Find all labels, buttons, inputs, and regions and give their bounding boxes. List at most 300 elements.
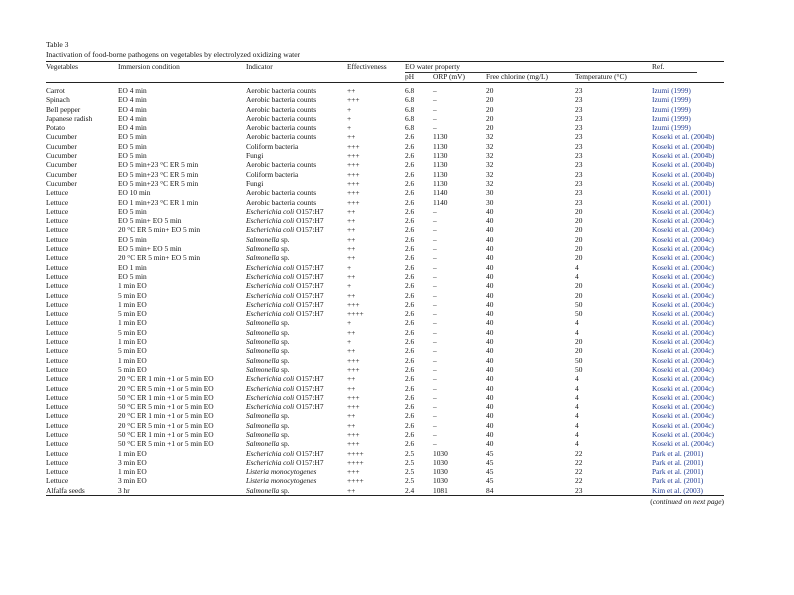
cell-ref[interactable]: Park et al. (2001) [652, 457, 704, 467]
cell-chlorine: 40 [486, 216, 494, 226]
cell-ref[interactable]: Koseki et al. (2004c) [652, 290, 714, 300]
cell-indicator: Escherichia coli O157:H7 [246, 206, 324, 216]
cell-ref[interactable]: Koseki et al. (2004c) [652, 216, 714, 226]
cell-temperature: 20 [575, 290, 583, 300]
cell-vegetable: Lettuce [46, 402, 69, 412]
cell-effectiveness: ++ [347, 420, 356, 430]
table-row [46, 467, 724, 476]
cell-ref[interactable]: Koseki et al. (2004c) [652, 364, 714, 374]
cell-indicator: Salmonella sp. [246, 318, 290, 328]
cell-immersion: 20 °C ER 1 min +1 or 5 min EO [118, 411, 214, 421]
cell-ref[interactable]: Park et al. (2001) [652, 476, 704, 486]
cell-indicator: Escherichia coli O157:H7 [246, 271, 324, 281]
cell-vegetable: Lettuce [46, 206, 69, 216]
cell-vegetable: Cucumber [46, 160, 77, 170]
table-row [46, 281, 724, 290]
cell-chlorine: 20 [486, 113, 494, 123]
cell-indicator: Coliform bacteria [246, 141, 299, 151]
header-vegetables: Vegetables [46, 62, 79, 71]
continued-note: (continued on next page) [650, 497, 724, 507]
cell-immersion: EO 5 min+23 °C ER 5 min [118, 169, 199, 179]
cell-immersion: EO 5 min [118, 271, 147, 281]
cell-ref[interactable]: Koseki et al. (2004b) [652, 169, 715, 179]
cell-ph: 2.6 [405, 216, 415, 226]
table-row [46, 235, 724, 244]
cell-immersion: 1 min EO [118, 355, 147, 365]
cell-immersion: EO 5 min+ EO 5 min [118, 244, 182, 254]
table-row [46, 365, 724, 374]
cell-orp: – [433, 216, 437, 226]
cell-vegetable: Lettuce [46, 439, 69, 449]
cell-orp: – [433, 355, 437, 365]
cell-indicator: Fungi [246, 151, 264, 161]
cell-chlorine: 20 [486, 95, 494, 105]
header-temperature: Temperature (°C) [575, 72, 627, 81]
cell-ph: 2.6 [405, 290, 415, 300]
cell-temperature: 23 [575, 169, 583, 179]
cell-chlorine: 40 [486, 374, 494, 384]
cell-indicator: Salmonella sp. [246, 439, 290, 449]
cell-temperature: 20 [575, 206, 583, 216]
cell-effectiveness: ++ [347, 411, 356, 421]
cell-chlorine: 32 [486, 132, 494, 142]
cell-ph: 2.6 [405, 132, 415, 142]
table-row [46, 421, 724, 430]
table-row [46, 170, 724, 179]
table-row [46, 309, 724, 318]
cell-vegetable: Lettuce [46, 188, 69, 198]
cell-immersion: 1 min EO [118, 448, 147, 458]
table-row [46, 225, 724, 234]
cell-vegetable: Japanese radish [46, 113, 93, 123]
cell-indicator: Escherichia coli O157:H7 [246, 448, 324, 458]
cell-immersion: EO 1 min+23 °C ER 1 min [118, 197, 199, 207]
cell-ref[interactable]: Koseki et al. (2001) [652, 188, 711, 198]
cell-ref[interactable]: Koseki et al. (2004c) [652, 346, 714, 356]
cell-temperature: 4 [575, 318, 579, 328]
cell-effectiveness: + [347, 337, 352, 347]
cell-temperature: 23 [575, 113, 583, 123]
cell-ref[interactable]: Koseki et al. (2004c) [652, 244, 714, 254]
cell-temperature: 4 [575, 327, 579, 337]
cell-indicator: Salmonella sp. [246, 253, 290, 263]
cell-orp: 1130 [433, 160, 448, 170]
table-row [46, 244, 724, 253]
table-row [46, 272, 724, 281]
cell-indicator: Aerobic bacteria counts [246, 104, 317, 114]
cell-indicator: Aerobic bacteria counts [246, 95, 317, 105]
cell-ph: 2.4 [405, 485, 415, 495]
cell-temperature: 23 [575, 485, 583, 495]
cell-chlorine: 40 [486, 402, 494, 412]
cell-ph: 2.6 [405, 271, 415, 281]
header-immersion: Immersion condition [118, 62, 180, 71]
cell-temperature: 22 [575, 467, 583, 477]
cell-ph: 2.6 [405, 355, 415, 365]
cell-chlorine: 40 [486, 439, 494, 449]
cell-orp: 1140 [433, 197, 448, 207]
cell-indicator: Escherichia coli O157:H7 [246, 309, 324, 319]
cell-ref[interactable]: Koseki et al. (2004c) [652, 281, 714, 291]
cell-ph: 6.8 [405, 104, 415, 114]
cell-ref[interactable]: Koseki et al. (2004c) [652, 262, 714, 272]
cell-temperature: 23 [575, 160, 583, 170]
cell-orp: – [433, 86, 437, 95]
cell-ph: 2.6 [405, 169, 415, 179]
cell-ref[interactable]: Koseki et al. (2004c) [652, 337, 714, 347]
cell-orp: 1130 [433, 169, 448, 179]
cell-chlorine: 32 [486, 141, 494, 151]
cell-effectiveness: +++ [347, 197, 360, 207]
cell-indicator: Coliform bacteria [246, 169, 299, 179]
table-row [46, 179, 724, 188]
cell-temperature: 20 [575, 225, 583, 235]
cell-ph: 2.6 [405, 160, 415, 170]
cell-orp: – [433, 123, 437, 133]
cell-vegetable: Carrot [46, 86, 65, 95]
cell-immersion: 1 min EO [118, 299, 147, 309]
table-row [46, 430, 724, 439]
cell-indicator: Aerobic bacteria counts [246, 113, 317, 123]
cell-ref[interactable]: Koseki et al. (2004b) [652, 132, 715, 142]
cell-ref[interactable]: Koseki et al. (2004c) [652, 402, 714, 412]
cell-ref[interactable]: Koseki et al. (2004c) [652, 439, 714, 449]
cell-immersion: EO 4 min [118, 86, 147, 95]
header-ref: Ref. [652, 62, 665, 71]
cell-effectiveness: +++ [347, 429, 360, 439]
cell-ref[interactable]: Izumi (1999) [652, 95, 691, 105]
cell-ph: 6.8 [405, 113, 415, 123]
cell-ph: 2.5 [405, 467, 415, 477]
cell-effectiveness: ++ [347, 290, 356, 300]
cell-ref[interactable]: Koseki et al. (2004c) [652, 225, 714, 235]
cell-indicator: Salmonella sp. [246, 346, 290, 356]
cell-ph: 2.6 [405, 281, 415, 291]
cell-ph: 2.6 [405, 420, 415, 430]
cell-orp: – [433, 327, 437, 337]
cell-ref[interactable]: Koseki et al. (2004c) [652, 206, 714, 216]
cell-temperature: 4 [575, 420, 579, 430]
cell-immersion: EO 5 min [118, 206, 147, 216]
cell-ph: 2.6 [405, 429, 415, 439]
cell-temperature: 23 [575, 86, 583, 95]
cell-ref[interactable]: Koseki et al. (2004c) [652, 299, 714, 309]
cell-indicator: Escherichia coli O157:H7 [246, 383, 324, 393]
cell-ph: 2.6 [405, 439, 415, 449]
cell-indicator: Salmonella sp. [246, 364, 290, 374]
cell-orp: 1030 [433, 457, 448, 467]
cell-indicator: Salmonella sp. [246, 244, 290, 254]
table-row [46, 86, 724, 95]
cell-ph: 2.6 [405, 253, 415, 263]
cell-vegetable: Lettuce [46, 383, 69, 393]
cell-temperature: 50 [575, 355, 583, 365]
cell-effectiveness: + [347, 104, 352, 114]
cell-immersion: EO 5 min [118, 132, 147, 142]
cell-ph: 2.5 [405, 457, 415, 467]
cell-effectiveness: ++ [347, 327, 356, 337]
cell-vegetable: Lettuce [46, 318, 69, 328]
cell-orp: – [433, 318, 437, 328]
cell-ref[interactable]: Koseki et al. (2004c) [652, 374, 714, 384]
table-row [46, 160, 724, 169]
cell-vegetable: Lettuce [46, 234, 69, 244]
cell-indicator: Escherichia coli O157:H7 [246, 281, 324, 291]
cell-orp: – [433, 346, 437, 356]
cell-indicator: Aerobic bacteria counts [246, 197, 317, 207]
cell-ph: 2.6 [405, 309, 415, 319]
header-row-2 [46, 72, 724, 82]
cell-indicator: Aerobic bacteria counts [246, 123, 317, 133]
cell-indicator: Escherichia coli O157:H7 [246, 457, 324, 467]
cell-ref[interactable]: Park et al. (2001) [652, 467, 704, 477]
cell-vegetable: Spinach [46, 95, 70, 105]
cell-ref[interactable]: Koseki et al. (2004c) [652, 309, 714, 319]
cell-immersion: 20 °C ER 1 min +1 or 5 min EO [118, 374, 214, 384]
cell-orp: – [433, 411, 437, 421]
table-row [46, 291, 724, 300]
table-row [46, 402, 724, 411]
cell-effectiveness: ++ [347, 271, 356, 281]
cell-vegetable: Lettuce [46, 262, 69, 272]
cell-ph: 2.6 [405, 234, 415, 244]
cell-indicator: Listeria monocytogenes [246, 467, 317, 477]
cell-chlorine: 45 [486, 457, 494, 467]
cell-chlorine: 40 [486, 318, 494, 328]
cell-effectiveness: +++ [347, 169, 360, 179]
cell-immersion: EO 4 min [118, 104, 147, 114]
cell-ph: 2.6 [405, 383, 415, 393]
cell-ref[interactable]: Koseki et al. (2004c) [652, 327, 714, 337]
table-row [46, 356, 724, 365]
cell-orp: 1130 [433, 178, 448, 188]
cell-ph: 2.6 [405, 318, 415, 328]
cell-indicator: Salmonella sp. [246, 355, 290, 365]
table-row [46, 393, 724, 402]
cell-temperature: 20 [575, 234, 583, 244]
table-row [46, 151, 724, 160]
cell-orp: – [433, 95, 437, 105]
cell-ph: 2.6 [405, 337, 415, 347]
header-effectiveness: Effectiveness [347, 62, 387, 71]
cell-ref[interactable]: Izumi (1999) [652, 86, 691, 95]
cell-effectiveness: ++++ [347, 448, 364, 458]
cell-immersion: 3 min EO [118, 457, 147, 467]
cell-indicator: Aerobic bacteria counts [246, 188, 317, 198]
cell-ref[interactable]: Koseki et al. (2004b) [652, 151, 715, 161]
table-row [46, 384, 724, 393]
cell-ref[interactable]: Koseki et al. (2004c) [652, 383, 714, 393]
cell-immersion: EO 5 min [118, 234, 147, 244]
table-row [46, 142, 724, 151]
cell-effectiveness: ++ [347, 244, 356, 254]
cell-ref[interactable]: Koseki et al. (2004b) [652, 178, 715, 188]
cell-orp: – [433, 281, 437, 291]
cell-immersion: 3 hr [118, 485, 130, 495]
cell-ref[interactable]: Park et al. (2001) [652, 448, 704, 458]
cell-immersion: EO 1 min [118, 262, 147, 272]
cell-ph: 2.6 [405, 299, 415, 309]
cell-effectiveness: ++++ [347, 309, 364, 319]
table-row [46, 263, 724, 272]
cell-vegetable: Lettuce [46, 337, 69, 347]
cell-orp: – [433, 290, 437, 300]
cell-ref[interactable]: Koseki et al. (2004c) [652, 420, 714, 430]
cell-vegetable: Potato [46, 123, 65, 133]
cell-effectiveness: +++ [347, 392, 360, 402]
table-row [46, 449, 724, 458]
cell-chlorine: 40 [486, 420, 494, 430]
cell-immersion: EO 10 min [118, 188, 151, 198]
cell-ph: 2.5 [405, 448, 415, 458]
cell-ref[interactable]: Kim et al. (2003) [652, 485, 703, 495]
cell-ph: 2.6 [405, 188, 415, 198]
cell-ph: 6.8 [405, 95, 415, 105]
cell-immersion: 5 min EO [118, 364, 147, 374]
cell-vegetable: Cucumber [46, 132, 77, 142]
cell-vegetable: Lettuce [46, 290, 69, 300]
cell-chlorine: 40 [486, 337, 494, 347]
cell-orp: 1030 [433, 467, 448, 477]
cell-ph: 2.6 [405, 411, 415, 421]
cell-vegetable: Lettuce [46, 467, 69, 477]
cell-ref[interactable]: Koseki et al. (2004c) [652, 253, 714, 263]
cell-indicator: Salmonella sp. [246, 327, 290, 337]
cell-chlorine: 40 [486, 299, 494, 309]
cell-orp: 1030 [433, 448, 448, 458]
table-row [46, 476, 724, 485]
cell-indicator: Fungi [246, 178, 264, 188]
cell-orp: – [433, 439, 437, 449]
cell-temperature: 4 [575, 271, 579, 281]
cell-vegetable: Lettuce [46, 448, 69, 458]
cell-chlorine: 40 [486, 244, 494, 254]
cell-immersion: EO 5 min+ EO 5 min [118, 216, 182, 226]
table-row [46, 458, 724, 467]
cell-effectiveness: ++++ [347, 457, 364, 467]
cell-temperature: 20 [575, 346, 583, 356]
table-row [46, 328, 724, 337]
cell-vegetable: Lettuce [46, 244, 69, 254]
table-row [46, 207, 724, 216]
cell-vegetable: Cucumber [46, 141, 77, 151]
cell-ref[interactable]: Koseki et al. (2004c) [652, 392, 714, 402]
cell-immersion: EO 4 min [118, 95, 147, 105]
cell-orp: – [433, 271, 437, 281]
cell-ref[interactable]: Koseki et al. (2004c) [652, 318, 714, 328]
cell-chlorine: 40 [486, 411, 494, 421]
cell-vegetable: Lettuce [46, 253, 69, 263]
cell-orp: – [433, 253, 437, 263]
cell-effectiveness: ++++ [347, 476, 364, 486]
cell-immersion: EO 4 min [118, 113, 147, 123]
header-ph: pH [405, 72, 415, 81]
cell-temperature: 4 [575, 374, 579, 384]
cell-chlorine: 30 [486, 197, 494, 207]
cell-ref[interactable]: Koseki et al. (2004b) [652, 160, 715, 170]
cell-ref[interactable]: Koseki et al. (2004b) [652, 141, 715, 151]
cell-indicator: Salmonella sp. [246, 429, 290, 439]
table-row [46, 198, 724, 207]
cell-orp: – [433, 234, 437, 244]
cell-indicator: Escherichia coli O157:H7 [246, 402, 324, 412]
cell-effectiveness: +++ [347, 188, 360, 198]
cell-chlorine: 30 [486, 188, 494, 198]
cell-immersion: 1 min EO [118, 281, 147, 291]
cell-effectiveness: +++ [347, 439, 360, 449]
cell-temperature: 23 [575, 197, 583, 207]
cell-effectiveness: ++ [347, 206, 356, 216]
cell-ph: 2.6 [405, 374, 415, 384]
cell-ref[interactable]: Koseki et al. (2004c) [652, 411, 714, 421]
cell-ref[interactable]: Koseki et al. (2004c) [652, 234, 714, 244]
cell-orp: – [433, 374, 437, 384]
cell-ph: 6.8 [405, 123, 415, 133]
cell-ref[interactable]: Koseki et al. (2004c) [652, 429, 714, 439]
cell-immersion: 1 min EO [118, 337, 147, 347]
cell-immersion: 1 min EO [118, 318, 147, 328]
cell-orp: – [433, 420, 437, 430]
cell-temperature: 4 [575, 411, 579, 421]
cell-effectiveness: + [347, 262, 352, 272]
table-row [46, 337, 724, 346]
cell-indicator: Listeria monocytogenes [246, 476, 317, 486]
cell-effectiveness: ++ [347, 383, 356, 393]
cell-orp: – [433, 104, 437, 114]
cell-temperature: 23 [575, 123, 583, 133]
cell-indicator: Escherichia coli O157:H7 [246, 392, 324, 402]
cell-effectiveness: + [347, 113, 352, 123]
cell-effectiveness: +++ [347, 160, 360, 170]
cell-ref[interactable]: Izumi (1999) [652, 104, 691, 114]
cell-vegetable: Lettuce [46, 309, 69, 319]
cell-indicator: Aerobic bacteria counts [246, 132, 317, 142]
cell-immersion: 5 min EO [118, 290, 147, 300]
cell-temperature: 23 [575, 188, 583, 198]
cell-orp: 1130 [433, 132, 448, 142]
cell-ref[interactable]: Koseki et al. (2004c) [652, 355, 714, 365]
cell-effectiveness: ++ [347, 253, 356, 263]
cell-chlorine: 40 [486, 271, 494, 281]
cell-effectiveness: +++ [347, 299, 360, 309]
cell-vegetable: Lettuce [46, 225, 69, 235]
cell-chlorine: 40 [486, 234, 494, 244]
cell-chlorine: 20 [486, 104, 494, 114]
cell-orp: – [433, 262, 437, 272]
cell-immersion: 5 min EO [118, 327, 147, 337]
cell-ref[interactable]: Koseki et al. (2004c) [652, 271, 714, 281]
cell-ref[interactable]: Koseki et al. (2001) [652, 197, 711, 207]
cell-effectiveness: ++ [347, 216, 356, 226]
cell-orp: – [433, 402, 437, 412]
cell-indicator: Escherichia coli O157:H7 [246, 216, 324, 226]
cell-chlorine: 40 [486, 309, 494, 319]
cell-immersion: 50 °C ER 1 min +1 or 5 min EO [118, 429, 214, 439]
cell-ph: 2.6 [405, 364, 415, 374]
cell-chlorine: 40 [486, 383, 494, 393]
table-row [46, 132, 724, 141]
cell-ref[interactable]: Izumi (1999) [652, 113, 691, 123]
cell-immersion: 20 °C ER 5 min+ EO 5 min [118, 225, 201, 235]
cell-orp: 1130 [433, 151, 448, 161]
cell-indicator: Escherichia coli O157:H7 [246, 290, 324, 300]
cell-temperature: 4 [575, 402, 579, 412]
cell-effectiveness: +++ [347, 364, 360, 374]
cell-immersion: EO 5 min+23 °C ER 5 min [118, 178, 199, 188]
cell-orp: – [433, 392, 437, 402]
cell-ref[interactable]: Izumi (1999) [652, 123, 691, 133]
cell-orp: – [433, 299, 437, 309]
